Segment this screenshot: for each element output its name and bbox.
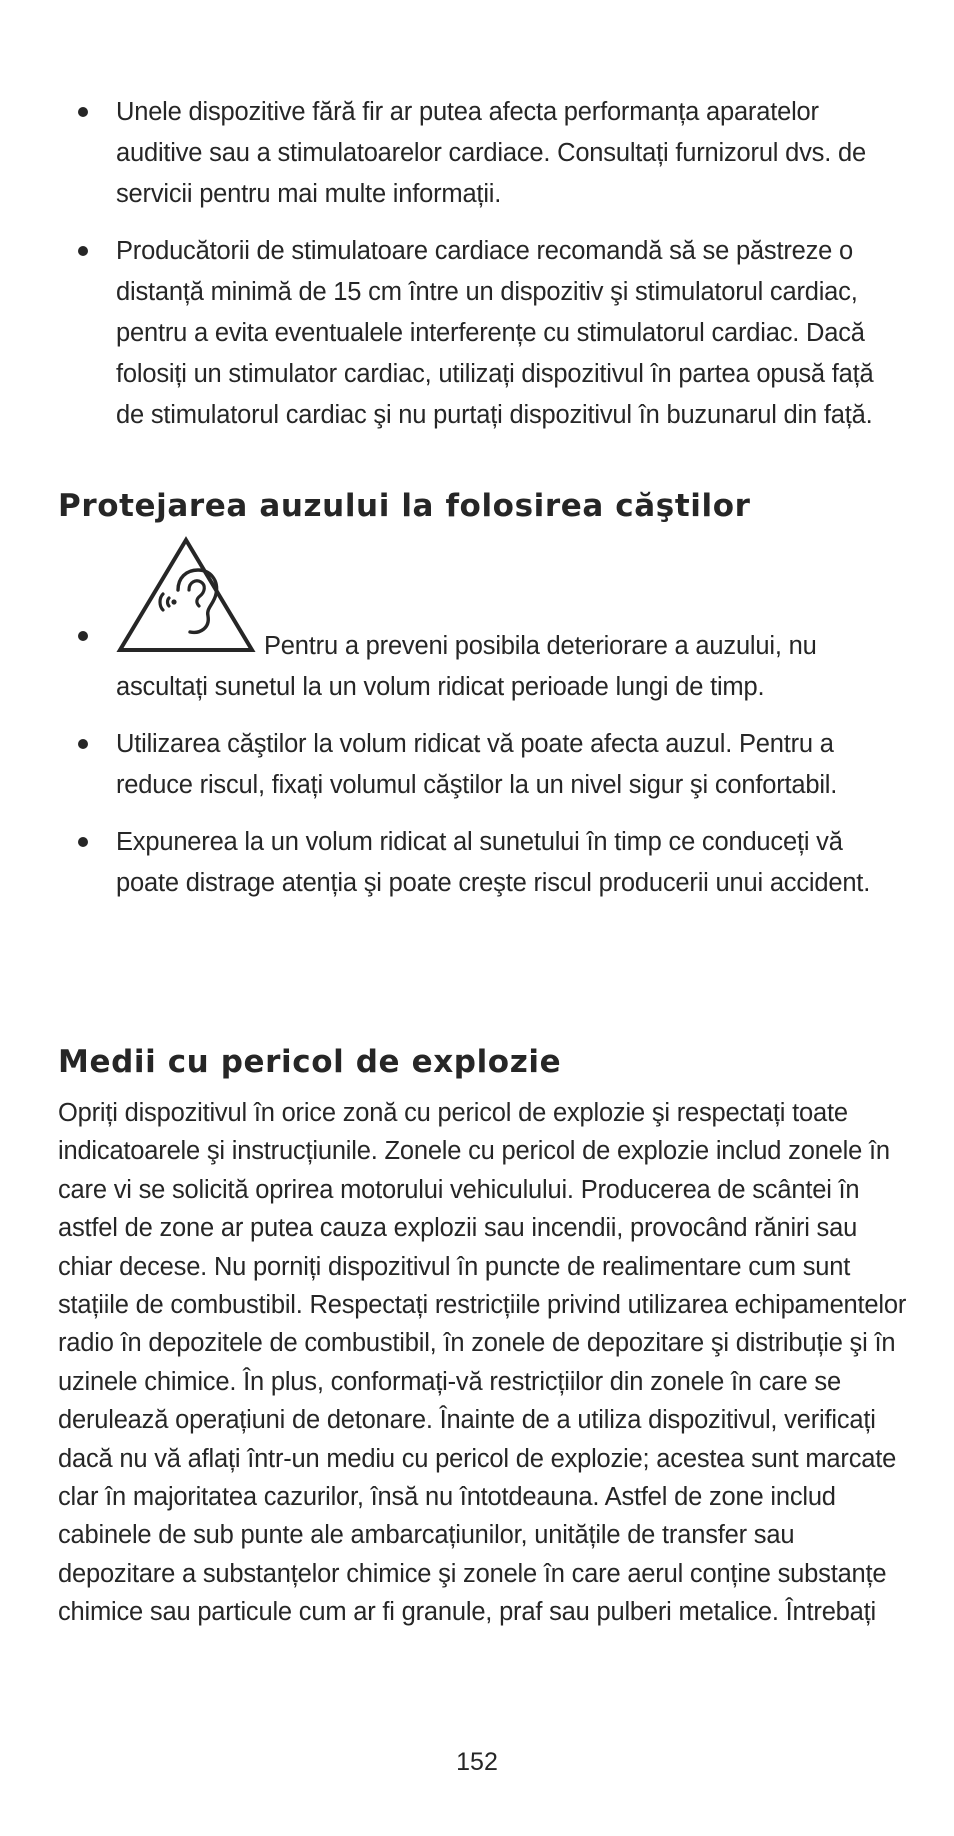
explosion-paragraph: Opriți dispozitivul în orice zonă cu pericol de explozie şi respectați toate indicatoarele şi instrucțiunile. Zonele cu pericol de explozie includ zonele în care vi se solicită oprirea motorului vehiculului. Producerea de scântei în astfel de zone ar putea cauza explozii sau incendii, provocând răniri sau chiar decese. Nu porniți dispozitivul în puncte de realimentare cum sunt stațiile de combustibil. Respectați restricțiile privind utilizarea echipamentelor radio în depozitele de combustibil, în zonele de depozitare şi distribuție şi în uzinele chimice. În plus, conformați-vă restricțiilor din zonele în care se derulează operațiuni de detonare. Înainte de a utiliza dispozitivul, verificați dacă nu vă aflați într-un mediu cu pericol de explozie; acestea sunt marcate clar în majoritatea cazurilor, însă nu întotdeauna. Astfel de zone includ cabinele de sub punte ale ambarcațiunilor, unitățile de transfer sau depozitare a substanțelor chimice şi zonele în care aerul conține substanțe chimice sau particule cum ar fi granule, praf sau pulberi metalice. Întrebați [58, 1099, 907, 1627]
hearing-warning-icon [116, 536, 256, 667]
bullet-text: Expunerea la un volum ridicat al sunetului în timp ce conduceți vă poate distrage atenția şi poate creşte riscul producerii unui accident. [116, 828, 871, 897]
list-item [0, 822, 954, 904]
list-item [0, 92, 954, 215]
page-number: 152 [456, 1748, 498, 1776]
list-item [0, 231, 954, 436]
bullet-text: Utilizarea căştilor la volum ridicat vă poate afecta auzul. Pentru a reduce riscul, fixați volumul căştilor la un nivel sigur şi confortabil. [116, 730, 838, 799]
bullet-icon [78, 631, 88, 641]
bullet-icon [78, 837, 88, 847]
list-item [0, 724, 954, 806]
bullet-text: Unele dispozitive fără fir ar putea afecta performanța aparatelor auditive sau a stimulatoarelor cardiace. Consultați furnizorul dvs. de servicii pentru mai multe informații. [116, 98, 866, 208]
bullet-text-content: Pentru a preveni posibila deteriorare a auzului, nu ascultați sunetul la un volum ridicat perioade lungi de timp. [116, 632, 817, 701]
bullet-text [116, 536, 894, 708]
list-item [0, 536, 954, 708]
bullet-text: Producătorii de stimulatoare cardiace recomandă să se păstreze o distanță minimă de 15 cm între un dispozitiv şi stimulatorul cardiac, pentru a evita eventualele interferențe cu stimulatorul cardiac. Dacă folosiți un stimulator cardiac, utilizați dispozitivul în partea opusă față de stimulatorul cardiac şi nu purtați dispozitivul în buzunarul din față. [116, 237, 874, 429]
explosion-section-heading: Medii cu pericol de explozie [58, 1044, 562, 1080]
bullet-icon [78, 107, 88, 117]
bullet-icon [78, 246, 88, 256]
intro-bullet-list [0, 92, 954, 436]
hearing-bullet-list [0, 536, 954, 904]
bullet-icon [78, 739, 88, 749]
hearing-section-heading: Protejarea auzului la folosirea căştilor [58, 488, 751, 524]
